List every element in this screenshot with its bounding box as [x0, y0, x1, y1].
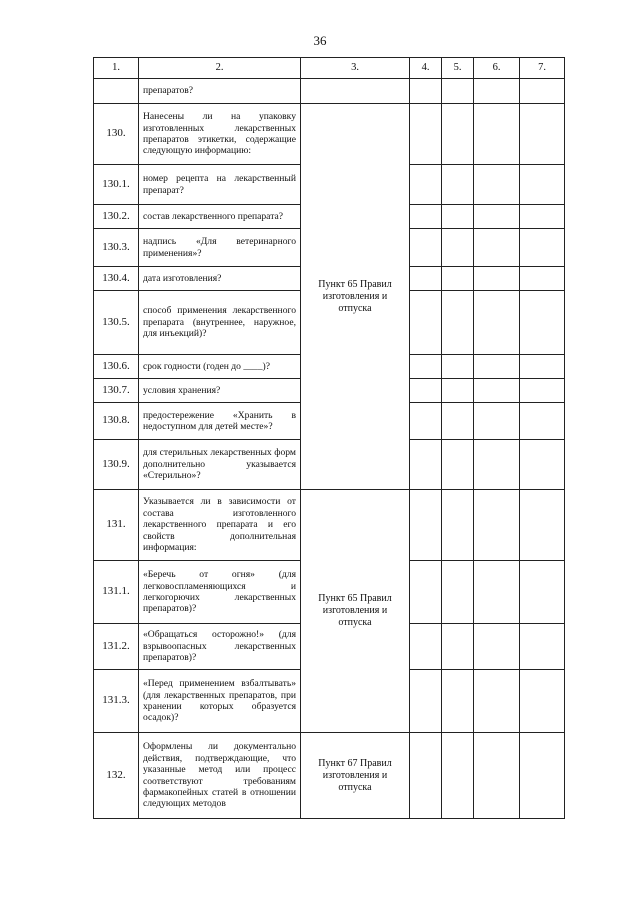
- answer-cell: [520, 104, 565, 165]
- row-question: надпись «Для ветеринарного применения»?: [139, 229, 301, 267]
- row-question: Нанесены ли на упаковку изготовленных лекарственных препаратов этикетки, содержащие следующую информацию:: [139, 104, 301, 165]
- row-number: 130.3.: [94, 229, 139, 267]
- answer-cell: [410, 291, 442, 355]
- answer-cell: [520, 291, 565, 355]
- answer-cell: [520, 355, 565, 379]
- table-row: [94, 79, 565, 104]
- row-number: 130.7.: [94, 379, 139, 403]
- row-number: 130.2.: [94, 205, 139, 229]
- row-question: «Беречь от огня» (для легковоспламеняющихся и легкогорючих лекарственных препаратов)?: [139, 561, 301, 624]
- row-number: 130.9.: [94, 440, 139, 490]
- answer-cell: [410, 440, 442, 490]
- row-number: 130.8.: [94, 403, 139, 440]
- row-question: для стерильных лекарственных форм дополнительно указывается «Стерильно»?: [139, 440, 301, 490]
- column-header: 7.: [520, 58, 565, 79]
- answer-cell: [410, 267, 442, 291]
- answer-cell: [520, 403, 565, 440]
- row-number: 130.5.: [94, 291, 139, 355]
- answer-cell: [474, 79, 520, 104]
- answer-cell: [442, 624, 474, 670]
- answer-cell: [442, 490, 474, 561]
- row-number: 131.2.: [94, 624, 139, 670]
- answer-cell: [474, 733, 520, 819]
- answer-cell: [410, 670, 442, 733]
- answer-cell: [410, 561, 442, 624]
- row-question: «Перед применением взбалтывать» (для лекарственных препаратов, при хранении которых образуется осадок)?: [139, 670, 301, 733]
- legal-reference-empty: [301, 79, 410, 104]
- answer-cell: [520, 79, 565, 104]
- row-number: 130.4.: [94, 267, 139, 291]
- answer-cell: [474, 355, 520, 379]
- answer-cell: [442, 355, 474, 379]
- answer-cell: [410, 733, 442, 819]
- column-header: 6.: [474, 58, 520, 79]
- row-number: [94, 79, 139, 104]
- legal-reference: Пункт 65 Правил изготовления и отпуска: [301, 490, 410, 733]
- answer-cell: [520, 733, 565, 819]
- answer-cell: [410, 79, 442, 104]
- answer-cell: [410, 624, 442, 670]
- answer-cell: [474, 267, 520, 291]
- row-number: 130.6.: [94, 355, 139, 379]
- answer-cell: [410, 403, 442, 440]
- answer-cell: [442, 379, 474, 403]
- answer-cell: [410, 379, 442, 403]
- answer-cell: [474, 379, 520, 403]
- answer-cell: [474, 624, 520, 670]
- answer-cell: [442, 440, 474, 490]
- table-row: [94, 490, 565, 561]
- answer-cell: [410, 490, 442, 561]
- table-row: [94, 733, 565, 819]
- legal-reference: Пункт 67 Правил изготовления и отпуска: [301, 733, 410, 819]
- legal-reference: Пункт 65 Правил изготовления и отпуска: [301, 104, 410, 490]
- row-number: 131.1.: [94, 561, 139, 624]
- answer-cell: [474, 291, 520, 355]
- answer-cell: [520, 561, 565, 624]
- answer-cell: [520, 205, 565, 229]
- row-question: дата изготовления?: [139, 267, 301, 291]
- row-question: состав лекарственного препарата?: [139, 205, 301, 229]
- row-question: Оформлены ли документально действия, подтверждающие, что указанные метод или процесс соответствуют требованиям фармакопейных статей в отношении следующих методов: [139, 733, 301, 819]
- answer-cell: [442, 205, 474, 229]
- column-header: 5.: [442, 58, 474, 79]
- answer-cell: [474, 403, 520, 440]
- row-question: «Обращаться осторожно!» (для взрывоопасных лекарственных препаратов)?: [139, 624, 301, 670]
- answer-cell: [410, 355, 442, 379]
- answer-cell: [474, 104, 520, 165]
- answer-cell: [520, 267, 565, 291]
- answer-cell: [442, 267, 474, 291]
- answer-cell: [442, 165, 474, 205]
- row-question: условия хранения?: [139, 379, 301, 403]
- answer-cell: [474, 561, 520, 624]
- answer-cell: [520, 379, 565, 403]
- column-header: 1.: [94, 58, 139, 79]
- row-number: 132.: [94, 733, 139, 819]
- answer-cell: [442, 670, 474, 733]
- answer-cell: [474, 205, 520, 229]
- answer-cell: [442, 403, 474, 440]
- column-header: 4.: [410, 58, 442, 79]
- answer-cell: [520, 229, 565, 267]
- row-question: срок годности (годен до ____)?: [139, 355, 301, 379]
- answer-cell: [520, 670, 565, 733]
- answer-cell: [520, 624, 565, 670]
- answer-cell: [474, 490, 520, 561]
- row-question: способ применения лекарственного препарата (внутреннее, наружное, для инъекций)?: [139, 291, 301, 355]
- page-number: 36: [313, 33, 327, 48]
- answer-cell: [410, 229, 442, 267]
- table-header-row: [94, 58, 565, 79]
- table-row: [94, 104, 565, 165]
- answer-cell: [442, 733, 474, 819]
- answer-cell: [520, 490, 565, 561]
- row-question: номер рецепта на лекарственный препарат?: [139, 165, 301, 205]
- column-header: 3.: [301, 58, 410, 79]
- answer-cell: [442, 79, 474, 104]
- column-header: 2.: [139, 58, 301, 79]
- answer-cell: [442, 104, 474, 165]
- row-question: Указывается ли в зависимости от состава изготовленного лекарственного препарата и его свойств дополнительная информация:: [139, 490, 301, 561]
- answer-cell: [442, 229, 474, 267]
- row-number: 130.1.: [94, 165, 139, 205]
- answer-cell: [442, 561, 474, 624]
- answer-cell: [520, 165, 565, 205]
- row-number: 131.3.: [94, 670, 139, 733]
- answer-cell: [474, 165, 520, 205]
- row-number: 130.: [94, 104, 139, 165]
- checklist-table: [93, 57, 565, 819]
- answer-cell: [474, 670, 520, 733]
- answer-cell: [442, 291, 474, 355]
- answer-cell: [520, 440, 565, 490]
- answer-cell: [410, 205, 442, 229]
- answer-cell: [474, 229, 520, 267]
- answer-cell: [410, 104, 442, 165]
- answer-cell: [474, 440, 520, 490]
- row-question: препаратов?: [139, 79, 301, 104]
- row-number: 131.: [94, 490, 139, 561]
- answer-cell: [410, 165, 442, 205]
- row-question: предостережение «Хранить в недоступном для детей месте»?: [139, 403, 301, 440]
